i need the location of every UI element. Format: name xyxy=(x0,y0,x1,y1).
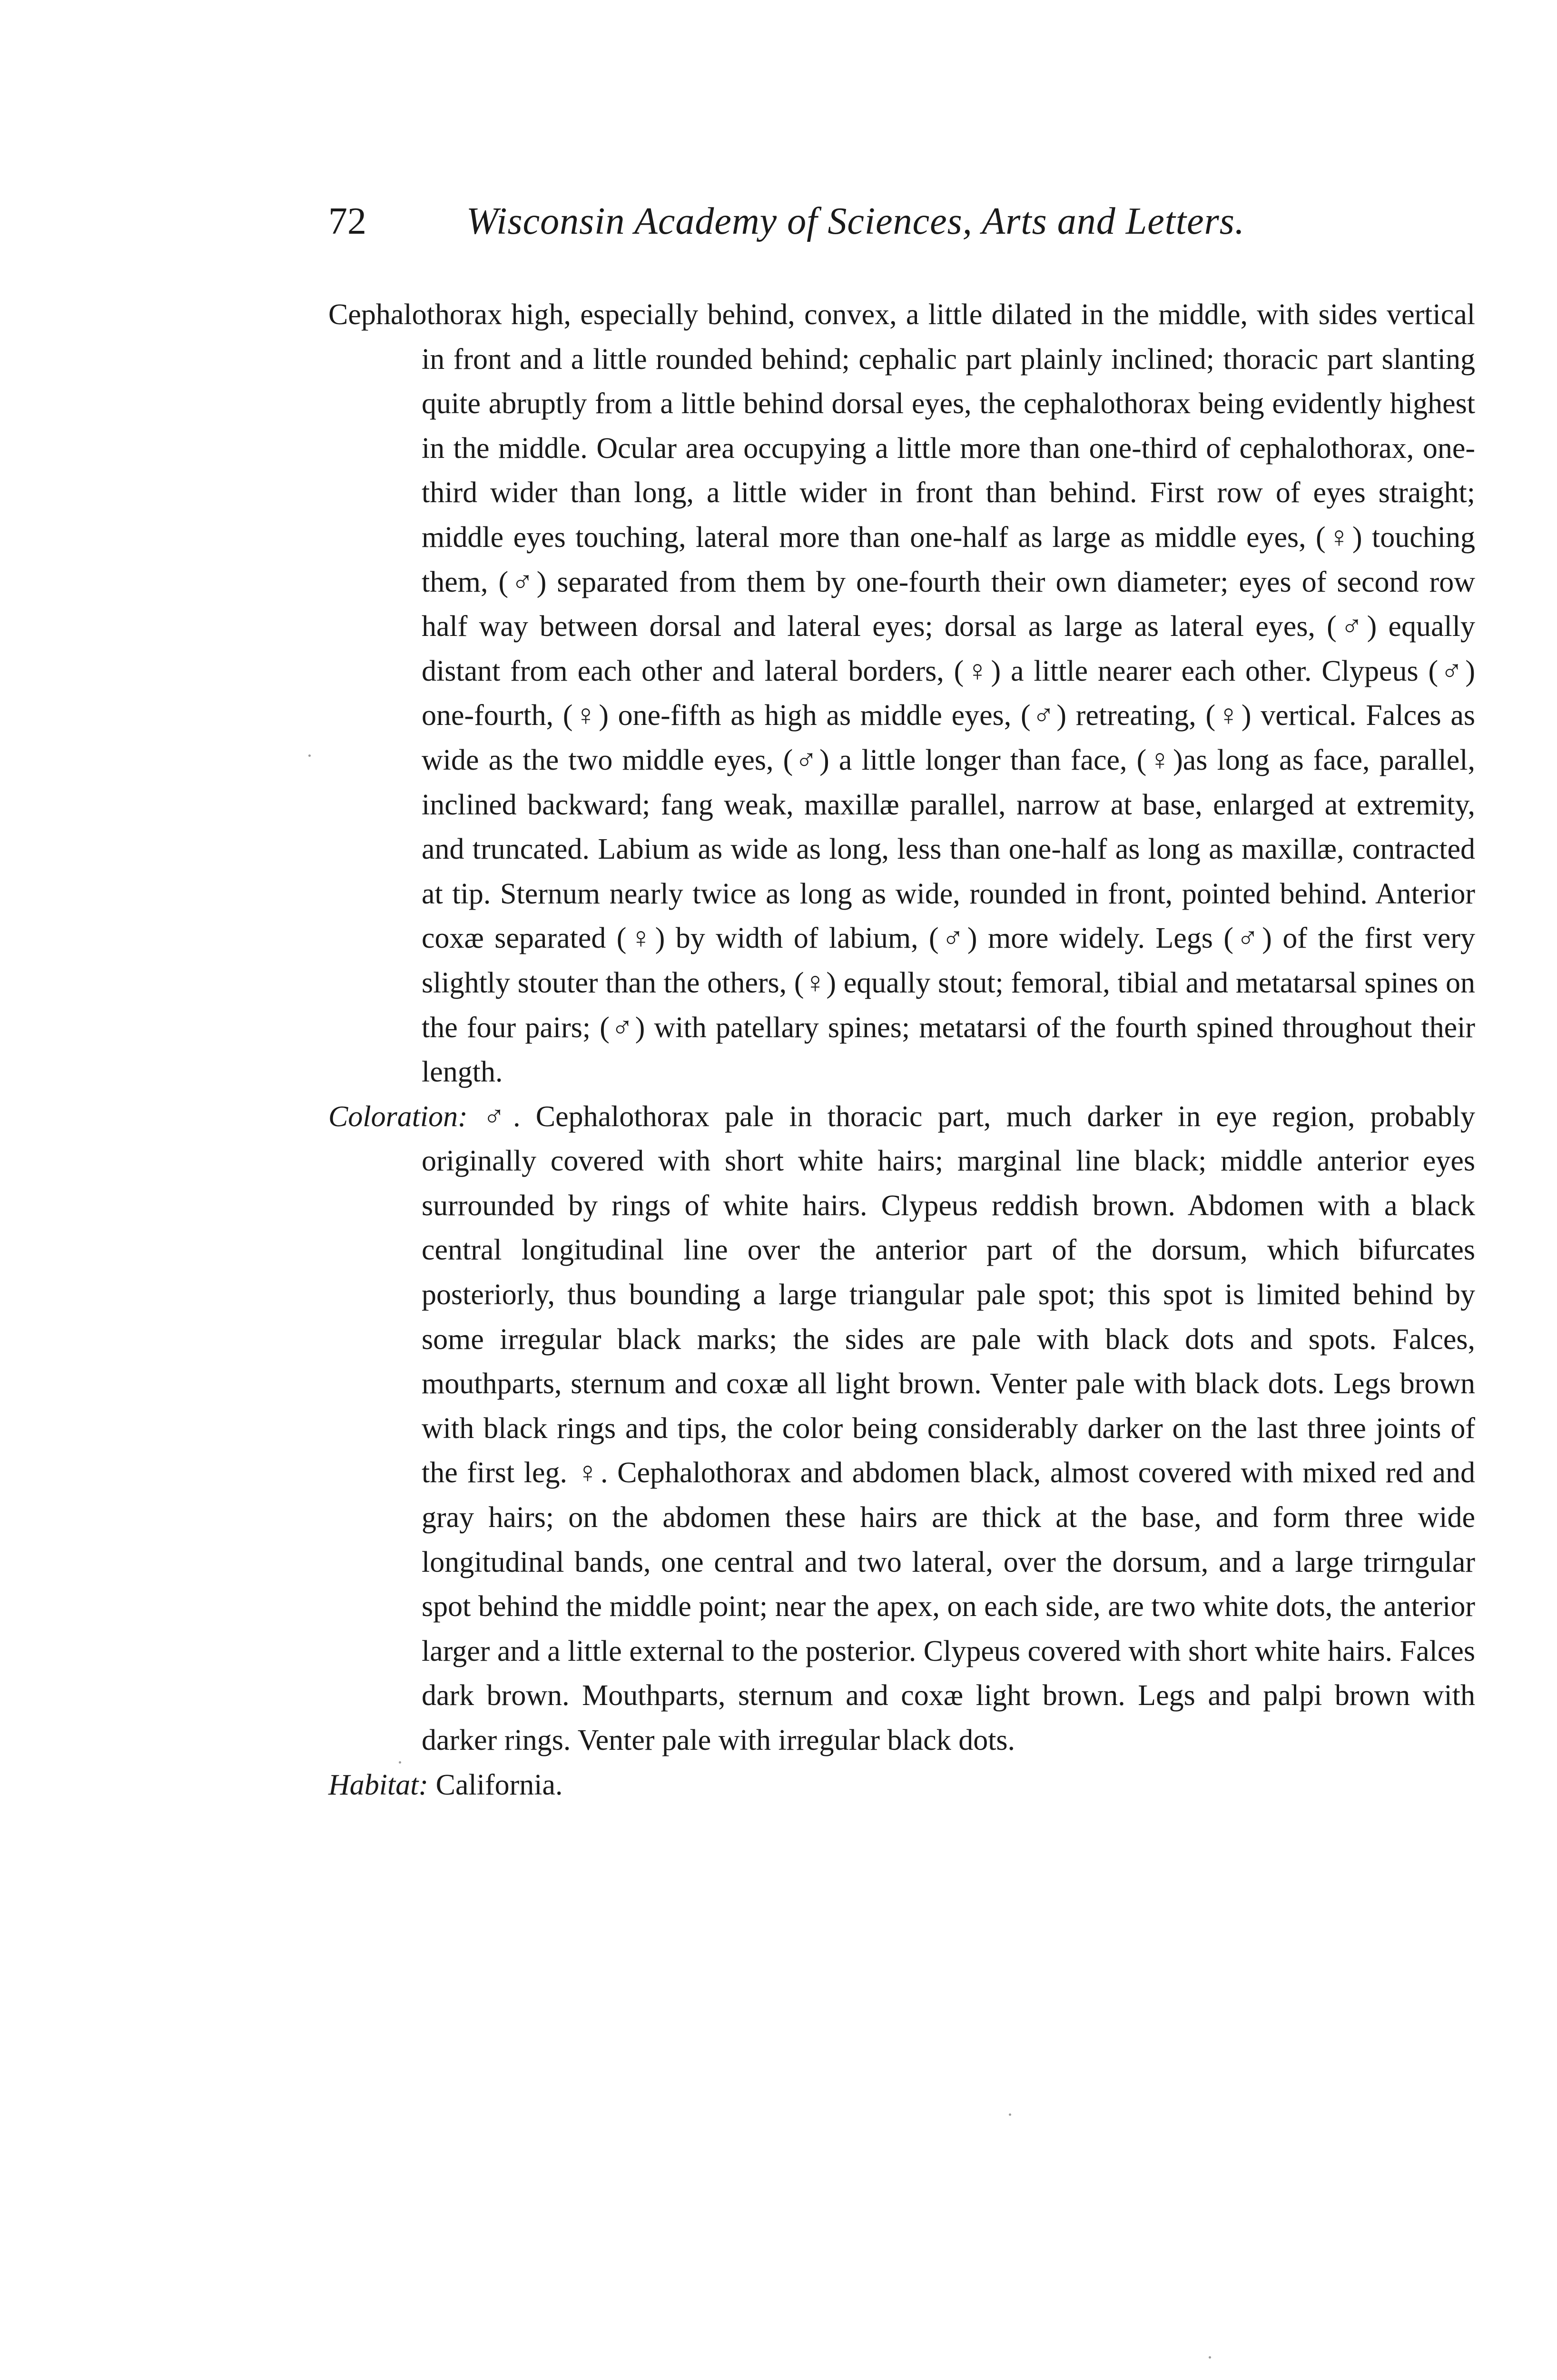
coloration-label: Coloration: xyxy=(328,1100,468,1133)
paper-speck xyxy=(308,754,311,757)
habitat-label: Habitat: xyxy=(328,1768,429,1801)
species-description xyxy=(328,293,1475,1807)
habitat-text: California. xyxy=(428,1768,563,1801)
paper-speck xyxy=(399,1761,401,1764)
coloration-text: ♂. Cephalothorax pale in thoracic part, much darker in eye region, probably originally covered with short white hairs; marginal line black; middle anterior eyes surrounded by rings of white hairs. Clypeus reddish brown. Abdomen with a black central longitudinal line over the anterior part of the dorsum, which bifurcates posteriorly, thus bounding a large triangular pale spot; this spot is limited behind by some irregular black marks; the sides are pale with black dots and spots. Falces, mouthparts, sternum and coxæ all light brown. Venter pale with black dots. Legs brown with black rings and tips, the color being considerably darker on the last three joints of the first leg. ♀. Cephalothorax and abdomen black, almost covered with mixed red and gray hairs; on the abdomen these hairs are thick at the base, and form three wide longitudinal bands, one central and two lateral, over the dorsum, and a large trirngular spot behind the middle point; near the apex, on each side, are two white dots, the anterior larger and a little external to the posterior. Clypeus covered with short white hairs. Falces dark brown. Mouthparts, sternum and coxæ light brown. Legs and palpi brown with darker rings. Venter pale with irregular black dots. xyxy=(422,1100,1475,1756)
paper-speck xyxy=(1209,2356,1211,2359)
coloration-paragraph xyxy=(328,1095,1475,1763)
page-number: 72 xyxy=(328,200,366,242)
running-head xyxy=(328,198,1380,245)
cephalothorax-paragraph: Cephalothorax high, especially behind, convex, a little dilated in the middle, with sides vertical in front and a little rounded behind; cephalic part plainly inclined; thoracic part slanting quite abruptly from a little behind dorsal eyes, the cephalothorax being evidently highest in the middle. Ocular area occupying a little more than one-third of cephalothorax, one-third wider than long, a little wider in front than behind. First row of eyes straight; middle eyes touching, lateral more than one-half as large as middle eyes, (♀) touching them, (♂) separated from them by one-fourth their own diameter; eyes of second row half way between dorsal and lateral eyes; dorsal as large as lateral eyes, (♂) equally distant from each other and lateral borders, (♀) a little nearer each other. Clypeus (♂) one-fourth, (♀) one-fifth as high as middle eyes, (♂) retreating, (♀) vertical. Falces as wide as the two middle eyes, (♂) a little longer than face, (♀)as long as face, parallel, inclined backward; fang weak, maxillæ parallel, narrow at base, enlarged at extremity, and truncated. Labium as wide as long, less than one-half as long as maxillæ, contracted at tip. Sternum nearly twice as long as wide, rounded in front, pointed behind. Anterior coxæ separated (♀) by width of labium, (♂) more widely. Legs (♂) of the first very slightly stouter than the others, (♀) equally stout; femoral, tibial and metatarsal spines on the four pairs; (♂) with patellary spines; metatarsi of the fourth spined throughout their length. xyxy=(328,298,1475,1089)
habitat-paragraph xyxy=(328,1763,1475,1808)
journal-title: Wisconsin Academy of Sciences, Arts and Letters. xyxy=(466,200,1245,242)
paper-speck xyxy=(1009,2113,1011,2116)
